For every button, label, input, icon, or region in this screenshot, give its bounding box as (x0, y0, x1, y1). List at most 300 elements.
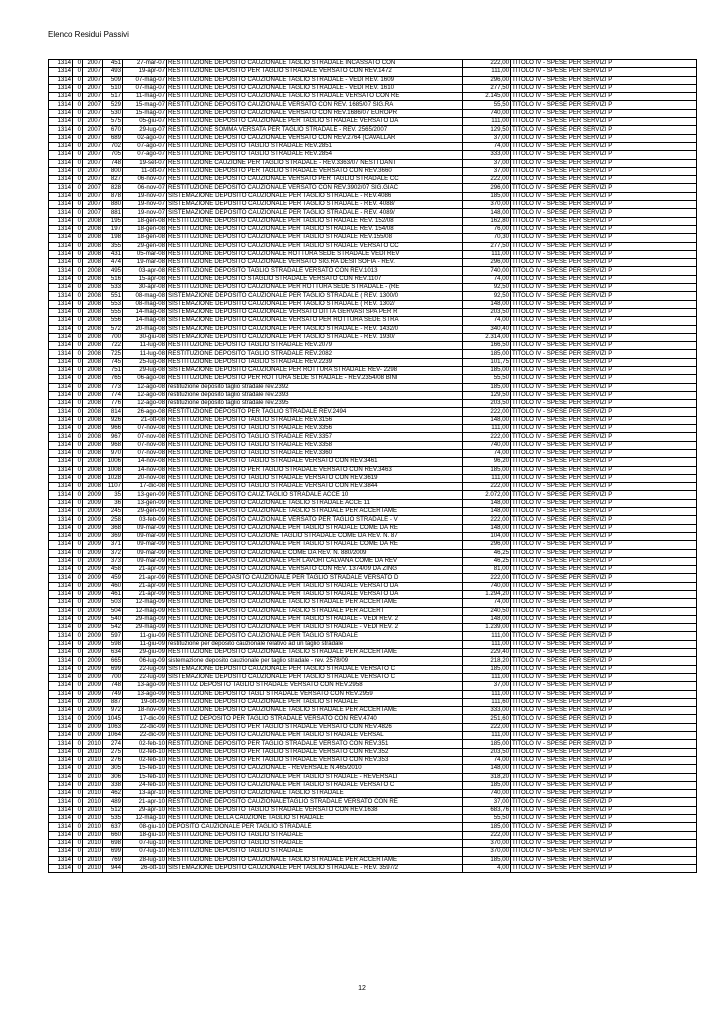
capitolo-cell: 1314 (49, 134, 73, 142)
importo-cell: 240,50 (463, 607, 511, 615)
numero-cell: 769 (103, 856, 123, 864)
titolo-cell: TITOLO IV - SPESE PER SERVIZI P (511, 292, 697, 300)
importo-cell: 740,00 (463, 790, 511, 798)
data-cell: 29-gen-09 (123, 508, 167, 516)
data-cell: 21-apr-09 (123, 574, 167, 582)
descrizione-cell: SISTEMAZIONE DEPOSITO CAUZIONALE PER TAGLIO STRADALE - REV. 1432/0 (167, 325, 463, 333)
articolo-cell: 0 (73, 466, 83, 474)
table-row (49, 176, 697, 184)
importo-cell: 222,00 (463, 433, 511, 441)
data-cell: 19-set-07 (123, 159, 167, 167)
table-row (49, 848, 697, 856)
importo-cell: 370,00 (463, 839, 511, 847)
anno-cell: 2007 (83, 93, 103, 101)
importo-cell: 185,00 (463, 856, 511, 864)
importo-cell: 203,50 (463, 748, 511, 756)
importo-cell: 148,00 (463, 508, 511, 516)
importo-cell: 111,00 (463, 250, 511, 258)
descrizione-cell: RESTITUZIONE DEPOSITO CAUZIONALE TAGLIO STRADALE - VEDI REV. 1610 (167, 84, 463, 92)
capitolo-cell: 1314 (49, 632, 73, 640)
descrizione-cell: RESTITUZIONE DEPOSITO TAGLIO STRADALE REV.2239 (167, 358, 463, 366)
importo-cell: 4,00 (463, 864, 511, 872)
importo-cell: 74,00 (463, 599, 511, 607)
data-cell: 06-lug-09 (123, 657, 167, 665)
descrizione-cell: SISTEMAZIONE DEPOSITO CAUZIONALE PER TAGLIO STRADALE - REV. 4088/ (167, 201, 463, 209)
importo-cell: 92,50 (463, 284, 511, 292)
table-row (49, 732, 697, 740)
titolo-cell: TITOLO IV - SPESE PER SERVIZI P (511, 93, 697, 101)
capitolo-cell: 1314 (49, 151, 73, 159)
numero-cell: 198 (103, 234, 123, 242)
articolo-cell: 0 (73, 665, 83, 673)
numero-cell: 431 (103, 250, 123, 258)
numero-cell: 36 (103, 499, 123, 507)
titolo-cell: TITOLO IV - SPESE PER SERVIZI P (511, 109, 697, 117)
numero-cell: 195 (103, 217, 123, 225)
anno-cell: 2008 (83, 400, 103, 408)
data-cell: 06-nov-07 (123, 176, 167, 184)
importo-cell: 333,00 (463, 707, 511, 715)
data-cell: 12-ago-08 (123, 383, 167, 391)
capitolo-cell: 1314 (49, 408, 73, 416)
articolo-cell: 0 (73, 118, 83, 126)
descrizione-cell: RESTITUZIONE DEPOSITO TAGLIO STRADALE (167, 839, 463, 847)
capitolo-cell: 1314 (49, 209, 73, 217)
articolo-cell: 0 (73, 524, 83, 532)
articolo-cell: 0 (73, 259, 83, 267)
data-cell: 05-mar-08 (123, 250, 167, 258)
importo-cell: 129,50 (463, 126, 511, 134)
descrizione-cell: RESTITUZIONE DEPOSITO CAUZIONALE PER TAGLIO STRADALE - REVERSALI (167, 773, 463, 781)
importo-cell: 55,50 (463, 815, 511, 823)
articolo-cell: 0 (73, 250, 83, 258)
capitolo-cell: 1314 (49, 300, 73, 308)
table-row (49, 773, 697, 781)
numero-cell: 1063 (103, 723, 123, 731)
anno-cell: 2007 (83, 101, 103, 109)
descrizione-cell: RESTITUZIONE DEPOSITO TAGLIO STRADALE VERSATO CON REV.3619 (167, 474, 463, 482)
importo-cell: 148,00 (463, 615, 511, 623)
numero-cell: 814 (103, 408, 123, 416)
data-cell: 26-ott-10 (123, 864, 167, 872)
capitolo-cell: 1314 (49, 848, 73, 856)
anno-cell: 2009 (83, 532, 103, 540)
importo-cell: 740,00 (463, 267, 511, 275)
table-row (49, 342, 697, 350)
numero-cell: 556 (103, 317, 123, 325)
data-cell: 11-mag-07 (123, 93, 167, 101)
titolo-cell: TITOLO IV - SPESE PER SERVIZI P (511, 541, 697, 549)
articolo-cell: 0 (73, 582, 83, 590)
capitolo-cell: 1314 (49, 76, 73, 84)
table-row (49, 449, 697, 457)
anno-cell: 2009 (83, 632, 103, 640)
data-cell: 07-lug-10 (123, 839, 167, 847)
table-row (49, 250, 697, 258)
numero-cell: 509 (103, 76, 123, 84)
data-cell: 11-lug-08 (123, 350, 167, 358)
articolo-cell: 0 (73, 624, 83, 632)
numero-cell: 597 (103, 632, 123, 640)
table-row (49, 391, 697, 399)
table-row (49, 591, 697, 599)
importo-cell: 296,00 (463, 259, 511, 267)
descrizione-cell: RESTITUZIONE DEPOSITO TAGLIO STRADALE REV.3156 (167, 416, 463, 424)
articolo-cell: 0 (73, 60, 83, 68)
table-row (49, 300, 697, 308)
descrizione-cell: RESTITUZIONE DEPOSITO TAGLIO STRADALE VERSATO CON REV.3844 (167, 483, 463, 491)
articolo-cell: 0 (73, 615, 83, 623)
data-cell: 09-mar-09 (123, 524, 167, 532)
capitolo-cell: 1314 (49, 640, 73, 648)
capitolo-cell: 1314 (49, 342, 73, 350)
capitolo-cell: 1314 (49, 101, 73, 109)
titolo-cell: TITOLO IV - SPESE PER SERVIZI P (511, 275, 697, 283)
numero-cell: 575 (103, 118, 123, 126)
articolo-cell: 0 (73, 649, 83, 657)
numero-cell: 944 (103, 864, 123, 872)
titolo-cell: TITOLO IV - SPESE PER SERVIZI P (511, 823, 697, 831)
descrizione-cell: SISTEMAZIONE DEPOSITO CAUZIONALE VERSATO DITTA GERVASI SPA PER R (167, 308, 463, 316)
titolo-cell: TITOLO IV - SPESE PER SERVIZI P (511, 151, 697, 159)
table-row (49, 673, 697, 681)
capitolo-cell: 1314 (49, 201, 73, 209)
titolo-cell: TITOLO IV - SPESE PER SERVIZI P (511, 591, 697, 599)
titolo-cell: TITOLO IV - SPESE PER SERVIZI P (511, 632, 697, 640)
numero-cell: 1008 (103, 466, 123, 474)
data-cell: 29-lug-07 (123, 126, 167, 134)
descrizione-cell: RESTITUZIONE DEPOSITO CAUZIONALE PER TAGLIO STRADALE (167, 698, 463, 706)
capitolo-cell: 1314 (49, 532, 73, 540)
data-cell: 12-mag-10 (123, 815, 167, 823)
articolo-cell: 0 (73, 68, 83, 76)
numero-cell: 1064 (103, 732, 123, 740)
importo-cell: 111,00 (463, 68, 511, 76)
data-cell: 19-nov-07 (123, 192, 167, 200)
articolo-cell: 0 (73, 673, 83, 681)
numero-cell: 35 (103, 491, 123, 499)
anno-cell: 2008 (83, 458, 103, 466)
titolo-cell: TITOLO IV - SPESE PER SERVIZI P (511, 342, 697, 350)
descrizione-cell: RESTITUZIONE DEPOSITO PER TAGLIO STRADALE REV.2494 (167, 408, 463, 416)
capitolo-cell: 1314 (49, 591, 73, 599)
importo-cell: 162,80 (463, 217, 511, 225)
numero-cell: 1045 (103, 715, 123, 723)
importo-cell: 111,00 (463, 732, 511, 740)
titolo-cell: TITOLO IV - SPESE PER SERVIZI P (511, 400, 697, 408)
titolo-cell: TITOLO IV - SPESE PER SERVIZI P (511, 831, 697, 839)
descrizione-cell: RESTITUZIONE DEPOSITO TAGLIO STRADALE REV.2079 (167, 342, 463, 350)
anno-cell: 2009 (83, 657, 103, 665)
titolo-cell: TITOLO IV - SPESE PER SERVIZI P (511, 557, 697, 565)
importo-cell: 740,00 (463, 441, 511, 449)
capitolo-cell: 1314 (49, 574, 73, 582)
importo-cell: 203,50 (463, 308, 511, 316)
importo-cell: 55,50 (463, 101, 511, 109)
table-row (49, 582, 697, 590)
anno-cell: 2007 (83, 209, 103, 217)
numero-cell: 725 (103, 350, 123, 358)
capitolo-cell: 1314 (49, 118, 73, 126)
anno-cell: 2008 (83, 234, 103, 242)
importo-cell: 2.072,00 (463, 491, 511, 499)
table-row (49, 234, 697, 242)
titolo-cell: TITOLO IV - SPESE PER SERVIZI P (511, 524, 697, 532)
data-cell: 06-ago-08 (123, 375, 167, 383)
capitolo-cell: 1314 (49, 333, 73, 341)
descrizione-cell: SISTEMAZIONE DEPOSITO CAUZIONALE PER TAGLIO STRADALE ( REV. 1302/ (167, 300, 463, 308)
descrizione-cell: SISTEMAZIONE DEPOSITO CAUZIONALE PER TAGLIO STRADALE - REV. 3597/2 (167, 864, 463, 872)
numero-cell: 1107 (103, 483, 123, 491)
data-cell: 07-lug-10 (123, 848, 167, 856)
data-cell: 20-nov-08 (123, 474, 167, 482)
numero-cell: 745 (103, 358, 123, 366)
descrizione-cell: restituzione deposito taglio stradale rev.2393 (167, 391, 463, 399)
descrizione-cell: RESTITUZIONE DEPOSITO CAUZIONALE PER TAGLIO STRADALE REV.155/08 (167, 234, 463, 242)
titolo-cell: TITOLO IV - SPESE PER SERVIZI P (511, 549, 697, 557)
titolo-cell: TITOLO IV - SPESE PER SERVIZI P (511, 848, 697, 856)
importo-cell: 229,40 (463, 649, 511, 657)
anno-cell: 2007 (83, 176, 103, 184)
descrizione-cell: RESTITUZIONE DEPOSITO CAUZIONALE VERSATO CON REV. 1374/09 DA ZING (167, 566, 463, 574)
numero-cell: 765 (103, 375, 123, 383)
anno-cell: 2008 (83, 242, 103, 250)
titolo-cell: TITOLO IV - SPESE PER SERVIZI P (511, 358, 697, 366)
data-cell: 12-mag-09 (123, 607, 167, 615)
articolo-cell: 0 (73, 682, 83, 690)
anno-cell: 2008 (83, 358, 103, 366)
importo-cell: 222,00 (463, 831, 511, 839)
importo-cell: 96,20 (463, 458, 511, 466)
data-cell: 21-apr-09 (123, 591, 167, 599)
table-row (49, 242, 697, 250)
table-row (49, 607, 697, 615)
articolo-cell: 0 (73, 184, 83, 192)
numero-cell: 258 (103, 516, 123, 524)
anno-cell: 2009 (83, 649, 103, 657)
numero-cell: 881 (103, 209, 123, 217)
importo-cell: 111,00 (463, 632, 511, 640)
capitolo-cell: 1314 (49, 839, 73, 847)
descrizione-cell: SISTEMAZIONE DEPOSITO CAUZIONALE PER TAGLIO STRADALE ( REV. 1300/0 (167, 292, 463, 300)
data-cell: 30-giu-08 (123, 333, 167, 341)
descrizione-cell: RESTITUZ DEPOSITO TAGLIO STRADALE VERSATO CON REV.2958 (167, 682, 463, 690)
numero-cell: 699 (103, 848, 123, 856)
descrizione-cell: RESTITUZ DEPOSITO PER TAGLIO STRADALE VERSATO CON REV.4740 (167, 715, 463, 723)
data-cell: 18-gen-08 (123, 217, 167, 225)
importo-cell: 55,50 (463, 375, 511, 383)
table-row (49, 159, 697, 167)
anno-cell: 2008 (83, 383, 103, 391)
articolo-cell: 0 (73, 516, 83, 524)
data-cell: 12-ago-08 (123, 391, 167, 399)
table-row (49, 748, 697, 756)
articolo-cell: 0 (73, 325, 83, 333)
titolo-cell: TITOLO IV - SPESE PER SERVIZI P (511, 790, 697, 798)
numero-cell: 338 (103, 781, 123, 789)
titolo-cell: TITOLO IV - SPESE PER SERVIZI P (511, 806, 697, 814)
table-row (49, 566, 697, 574)
numero-cell: 637 (103, 823, 123, 831)
importo-cell: 92,50 (463, 292, 511, 300)
importo-cell: 1.239,00 (463, 624, 511, 632)
numero-cell: 776 (103, 400, 123, 408)
table-row (49, 839, 697, 847)
anno-cell: 2008 (83, 449, 103, 457)
descrizione-cell: RESTITUZIONE DEPOSITO CAUZIONALE PER TAGLIO STRADALE VERSATO CC (167, 242, 463, 250)
anno-cell: 2010 (83, 740, 103, 748)
titolo-cell: TITOLO IV - SPESE PER SERVIZI P (511, 682, 697, 690)
numero-cell: 373 (103, 557, 123, 565)
anno-cell: 2008 (83, 441, 103, 449)
capitolo-cell: 1314 (49, 60, 73, 68)
table-row (49, 68, 697, 76)
table-row (49, 383, 697, 391)
titolo-cell: TITOLO IV - SPESE PER SERVIZI P (511, 532, 697, 540)
table-row (49, 483, 697, 491)
articolo-cell: 0 (73, 159, 83, 167)
table-row (49, 707, 697, 715)
numero-cell: 748 (103, 159, 123, 167)
numero-cell: 751 (103, 366, 123, 374)
data-cell: 13-gen-09 (123, 491, 167, 499)
importo-cell: 203,50 (463, 400, 511, 408)
data-cell: 21-ott-08 (123, 416, 167, 424)
importo-cell: 148,00 (463, 416, 511, 424)
articolo-cell: 0 (73, 300, 83, 308)
importo-cell: 296,00 (463, 76, 511, 84)
importo-cell: 37,00 (463, 134, 511, 142)
capitolo-cell: 1314 (49, 350, 73, 358)
numero-cell: 474 (103, 259, 123, 267)
table-row (49, 798, 697, 806)
titolo-cell: TITOLO IV - SPESE PER SERVIZI P (511, 192, 697, 200)
capitolo-cell: 1314 (49, 325, 73, 333)
titolo-cell: TITOLO IV - SPESE PER SERVIZI P (511, 599, 697, 607)
articolo-cell: 0 (73, 690, 83, 698)
anno-cell: 2008 (83, 483, 103, 491)
anno-cell: 2008 (83, 308, 103, 316)
titolo-cell: TITOLO IV - SPESE PER SERVIZI P (511, 756, 697, 764)
anno-cell: 2007 (83, 167, 103, 175)
numero-cell: 530 (103, 109, 123, 117)
titolo-cell: TITOLO IV - SPESE PER SERVIZI P (511, 516, 697, 524)
articolo-cell: 0 (73, 806, 83, 814)
articolo-cell: 0 (73, 839, 83, 847)
data-cell: 19-nov-07 (123, 209, 167, 217)
importo-cell: 104,00 (463, 532, 511, 540)
table-row (49, 433, 697, 441)
numero-cell: 542 (103, 624, 123, 632)
anno-cell: 2009 (83, 665, 103, 673)
importo-cell: 81,00 (463, 566, 511, 574)
numero-cell: 512 (103, 806, 123, 814)
data-cell: 29-mag-09 (123, 615, 167, 623)
capitolo-cell: 1314 (49, 416, 73, 424)
capitolo-cell: 1314 (49, 275, 73, 283)
titolo-cell: TITOLO IV - SPESE PER SERVIZI P (511, 308, 697, 316)
importo-cell: 111,00 (463, 474, 511, 482)
numero-cell: 749 (103, 690, 123, 698)
titolo-cell: TITOLO IV - SPESE PER SERVIZI P (511, 60, 697, 68)
anno-cell: 2007 (83, 118, 103, 126)
importo-cell: 148,00 (463, 499, 511, 507)
capitolo-cell: 1314 (49, 732, 73, 740)
descrizione-cell: RESTITUZIONE DEPOSITO STAGLIO STRADALE VERSATO CON REV.1107 (167, 275, 463, 283)
data-cell: 07-nov-08 (123, 449, 167, 457)
table-row (49, 134, 697, 142)
titolo-cell: TITOLO IV - SPESE PER SERVIZI P (511, 640, 697, 648)
titolo-cell: TITOLO IV - SPESE PER SERVIZI P (511, 76, 697, 84)
descrizione-cell: RESTITUZIONE DEPOSITO CAUZIONALETAGLIO STRADALE VERSATO CON RE (167, 798, 463, 806)
anno-cell: 2008 (83, 317, 103, 325)
table-row (49, 275, 697, 283)
capitolo-cell: 1314 (49, 690, 73, 698)
descrizione-cell: RESTITUZIONE DEPOSITO CAUZIONALE VERSATO PER TAGLIO STRADALE - V (167, 516, 463, 524)
data-cell: 13-apr-10 (123, 790, 167, 798)
articolo-cell: 0 (73, 449, 83, 457)
descrizione-cell: RESTITUZIONE DEPOSITO TAGLIO STRADALE REV.3356 (167, 425, 463, 433)
data-cell: 11-ott-07 (123, 167, 167, 175)
data-cell: 25-lug-08 (123, 358, 167, 366)
capitolo-cell: 1314 (49, 740, 73, 748)
anno-cell: 2010 (83, 823, 103, 831)
table-row (49, 317, 697, 325)
table-row (49, 474, 697, 482)
anno-cell: 2010 (83, 748, 103, 756)
data-cell: 07-ago-07 (123, 142, 167, 150)
data-cell: 05-giu-07 (123, 118, 167, 126)
numero-cell: 245 (103, 508, 123, 516)
descrizione-cell: RESTITUZIONE DEPOSITO CAUZIONALE PER TAGLIO STRADALE - VEDI REV. 2 (167, 615, 463, 623)
page-header-title: Elenco Residui Passivi (48, 30, 129, 39)
numero-cell: 665 (103, 657, 123, 665)
table-row (49, 292, 697, 300)
capitolo-cell: 1314 (49, 284, 73, 292)
numero-cell: 197 (103, 225, 123, 233)
titolo-cell: TITOLO IV - SPESE PER SERVIZI P (511, 425, 697, 433)
capitolo-cell: 1314 (49, 234, 73, 242)
descrizione-cell: RESTITUZIONE DEPOSITO PER TAGLIO STRADALE VERSATO CON REV.353 (167, 756, 463, 764)
importo-cell: 74,00 (463, 449, 511, 457)
data-cell: 19-nov-07 (123, 201, 167, 209)
table-row (49, 416, 697, 424)
titolo-cell: TITOLO IV - SPESE PER SERVIZI P (511, 624, 697, 632)
capitolo-cell: 1314 (49, 781, 73, 789)
data-cell: 11-giu-09 (123, 632, 167, 640)
importo-cell: 296,00 (463, 541, 511, 549)
importo-cell: 111,00 (463, 425, 511, 433)
articolo-cell: 0 (73, 151, 83, 159)
numero-cell: 555 (103, 308, 123, 316)
capitolo-cell: 1314 (49, 649, 73, 657)
titolo-cell: TITOLO IV - SPESE PER SERVIZI P (511, 740, 697, 748)
table-row (49, 118, 697, 126)
descrizione-cell: RESTITUZIONE DEPOSITO CAUZIONALE PER TAGLIO STRADALE - VEDI REV. 2 (167, 624, 463, 632)
importo-cell: 2.314,00 (463, 333, 511, 341)
descrizione-cell: RESTITUZIONE DEPOSITO CAUZIONALE PER TAGLIO STRADALE (167, 632, 463, 640)
numero-cell: 660 (103, 831, 123, 839)
table-row (49, 549, 697, 557)
titolo-cell: TITOLO IV - SPESE PER SERVIZI P (511, 566, 697, 574)
numero-cell: 489 (103, 798, 123, 806)
anno-cell: 2009 (83, 723, 103, 731)
articolo-cell: 0 (73, 366, 83, 374)
capitolo-cell: 1314 (49, 217, 73, 225)
articolo-cell: 0 (73, 574, 83, 582)
numero-cell: 459 (103, 574, 123, 582)
capitolo-cell: 1314 (49, 516, 73, 524)
